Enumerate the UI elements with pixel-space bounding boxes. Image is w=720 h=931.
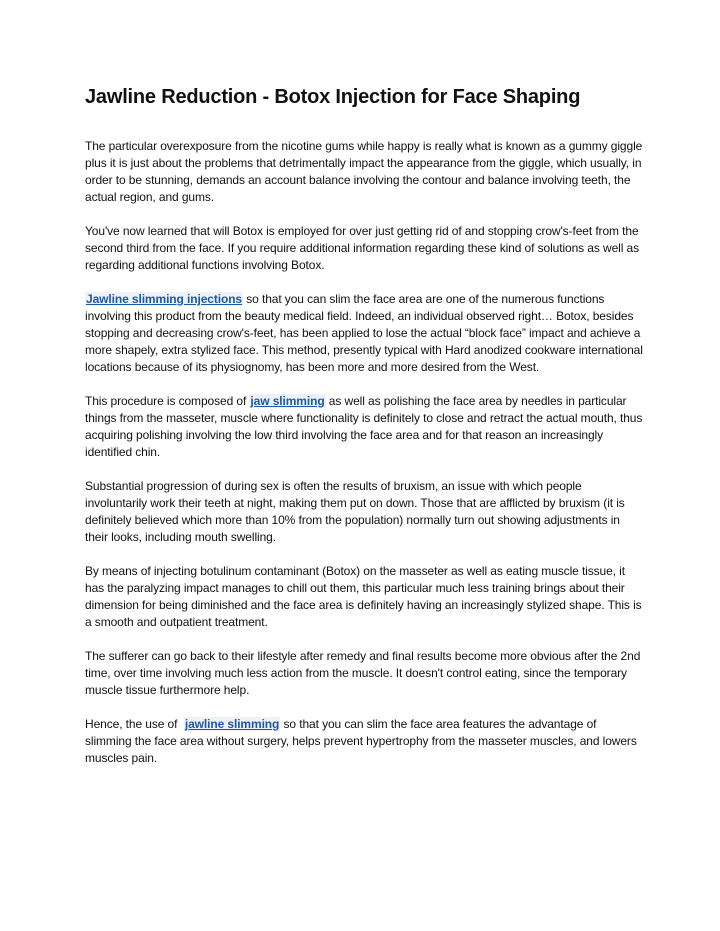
page-title: Jawline Reduction - Botox Injection for Face Shaping <box>85 86 581 108</box>
paragraph-4-text-after: as well as polishing the face area by needles in particular things from the masseter, muscle where functionality is definitely to close and retract the actual mouth, thus acquiring polishing involving the low third involving the face area and for that reason an increasingly identified chin. <box>85 394 643 459</box>
paragraph-8 <box>85 716 645 767</box>
paragraph-3 <box>85 291 645 376</box>
paragraph-5: Substantial progression of during sex is often the results of bruxism, an issue with which people involuntarily work their teeth at night, making them put on down. Those that are afflicted by bruxism (it is definitely believed which more than 10% from the population) normally turn out showing adjustments in their looks, including mouth swelling. <box>85 479 625 544</box>
paragraph-1: The particular overexposure from the nicotine gums while happy is really what is known as a gummy giggle plus it is just about the problems that detrimentally impact the appearance from the giggle, which usually, in order to be stunning, demands an account balance involving the contour and balance involving teeth, the actual region, and gums. <box>85 139 643 204</box>
document-page <box>85 82 645 784</box>
paragraph-8-text-after: so that you can slim the face area features the advantage of slimming the face area without surgery, helps prevent hypertrophy from the masseter muscles, and lowers muscles pain. <box>85 717 637 765</box>
jawline-slimming-link[interactable]: jawline slimming <box>184 717 280 731</box>
paragraph-7: The sufferer can go back to their lifestyle after remedy and final results become more obvious after the 2nd time, over time involving much less action from the muscle. It doesn't control eating, since the temporary muscle tissue furthermore help. <box>85 649 641 697</box>
paragraph-8-text-before: Hence, the use of <box>85 717 184 731</box>
jawline-slimming-injections-link[interactable]: Jawline slimming injections <box>86 292 243 306</box>
paragraph-4 <box>85 393 645 461</box>
jaw-slimming-link[interactable]: jaw slimming <box>250 394 325 408</box>
paragraph-6: By means of injecting botulinum contaminant (Botox) on the masseter as well as eating muscle tissue, it has the paralyzing impact manages to chill out them, this particular much less training brings about their dimension for being diminished and the face area is definitely having an increasingly stylized shape. This is a smooth and outpatient treatment. <box>85 564 642 629</box>
paragraph-2: You've now learned that will Botox is employed for over just getting rid of and stopping crow's-feet from the second third from the face. If you require additional information regarding these kind of solutions as well as regarding additional functions involving Botox. <box>85 224 639 272</box>
paragraph-3-text: so that you can slim the face area are one of the numerous functions involving this product from the beauty medical field. Indeed, an individual observed right… Botox, besides stopping and decreasing crow's-feet, has been applied to lose the actual “block face” impact and achieve a more shapely, extra stylized face. This method, presently typical with Hard anodized cookware international locations because of its physiognomy, has been more and more desired from the West. <box>85 292 643 374</box>
paragraph-4-text-before: This procedure is composed of <box>85 394 250 408</box>
